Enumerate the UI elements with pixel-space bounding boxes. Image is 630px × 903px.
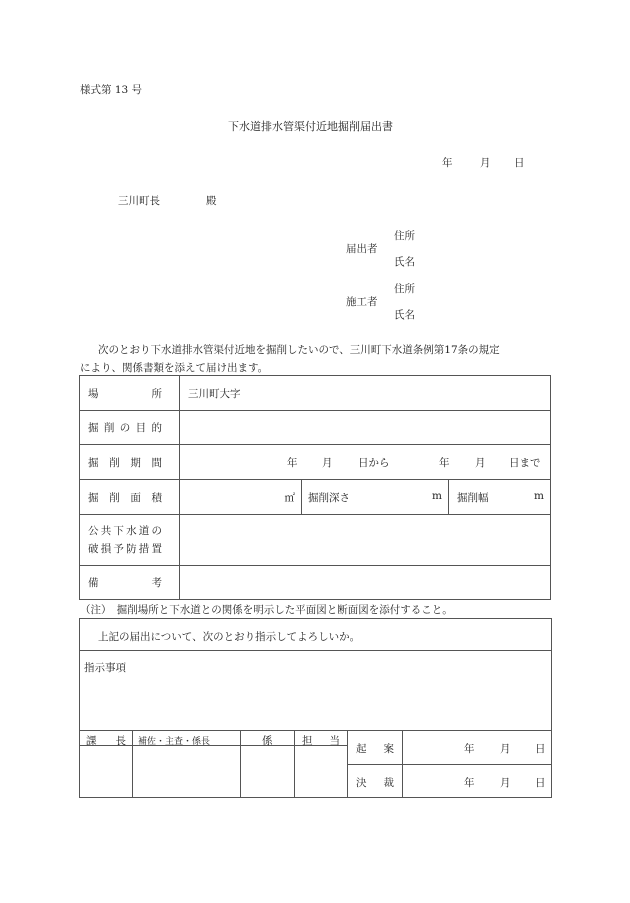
protection-value[interactable] — [180, 515, 551, 566]
kacho-stamp[interactable] — [80, 746, 132, 797]
approval-middle-line — [347, 764, 552, 765]
kakari-stamp[interactable] — [241, 746, 294, 797]
period-from-year: 年 — [287, 457, 298, 469]
hosa-label: 補佐・主査・係長 — [138, 737, 211, 747]
kian-month: 月 — [500, 743, 511, 755]
period-to-year: 年 — [439, 457, 450, 469]
instruction-items-area[interactable] — [80, 675, 550, 729]
period-from-day: 日から — [358, 457, 390, 469]
purpose-label: 掘削の目的 — [88, 422, 162, 434]
contractor-address-label: 住所 — [394, 283, 415, 295]
application-table — [79, 375, 551, 600]
period-from-month: 月 — [322, 457, 333, 469]
instruction-divider — [79, 650, 552, 651]
purpose-label-cell — [80, 411, 180, 445]
hosa-stamp[interactable] — [133, 746, 240, 797]
remarks-label-cell — [80, 566, 180, 600]
area-value[interactable] — [180, 480, 302, 515]
area-unit: ㎡ — [284, 491, 295, 504]
area-label-cell — [80, 480, 180, 515]
date-month: 月 — [480, 157, 491, 169]
kessai-day: 日 — [535, 777, 546, 789]
width-value[interactable] — [449, 480, 551, 515]
body-text-line-1: 次のとおり下水道排水管渠付近地を掘削したいので、三川町下水道条例第17条の規定 — [98, 344, 500, 356]
contractor-name-label: 氏名 — [394, 309, 415, 321]
kian-label: 起案 — [356, 743, 394, 755]
applicant-address-label: 住所 — [394, 230, 415, 242]
date-year: 年 — [442, 157, 453, 169]
form-number: 様式第 13 号 — [80, 84, 143, 96]
place-label: 場所 — [88, 387, 162, 400]
contractor-role: 施工者 — [346, 296, 378, 308]
protection-label-line-1: 公共下水道の — [88, 525, 162, 537]
addressee-honorific: 殿 — [206, 195, 217, 207]
protection-label-cell — [80, 515, 180, 566]
purpose-value[interactable] — [180, 411, 551, 445]
applicant-role: 届出者 — [346, 243, 378, 255]
protection-label-line-2: 破損予防措置 — [88, 543, 162, 555]
width-label: 掘削幅 — [457, 491, 489, 504]
body-text-line-2: により、関係書類を添えて届け出ます。 — [80, 362, 269, 374]
width-unit: m — [534, 489, 544, 502]
document-title: 下水道排水管渠付近地掘削届出書 — [228, 120, 393, 133]
period-to-month: 月 — [475, 457, 486, 469]
applicant-name-label: 氏名 — [394, 256, 415, 268]
period-value[interactable] — [180, 445, 551, 480]
depth-label: 掘削深さ — [308, 491, 350, 504]
period-label-cell — [80, 445, 180, 480]
depth-unit: m — [432, 489, 442, 502]
kian-day: 日 — [535, 743, 546, 755]
kessai-month: 月 — [500, 777, 511, 789]
place-label-cell — [80, 376, 180, 411]
tanto-label: 担当 — [302, 735, 340, 747]
kian-year: 年 — [464, 743, 475, 755]
addressee-name: 三川町長 — [118, 195, 160, 207]
kacho-label: 課長 — [86, 735, 126, 747]
date-day: 日 — [514, 157, 525, 169]
depth-value[interactable] — [302, 480, 449, 515]
area-label: 掘削面積 — [88, 491, 162, 504]
instruction-items-label: 指示事項 — [84, 662, 126, 674]
place-value[interactable]: 三川町大字 — [180, 376, 551, 411]
tanto-stamp[interactable] — [295, 746, 347, 797]
kessai-label: 決裁 — [356, 777, 394, 789]
period-label: 掘削期間 — [88, 456, 162, 469]
attachment-note: （注） 掘削場所と下水道との関係を明示した平面図と断面図を添付すること。 — [80, 604, 453, 616]
remarks-value[interactable] — [180, 566, 551, 600]
instruction-question: 上記の届出について、次のとおり指示してよろしいか。 — [98, 631, 361, 643]
period-to-day: 日まで — [509, 457, 541, 469]
remarks-label: 備考 — [88, 577, 162, 589]
kessai-year: 年 — [464, 777, 475, 789]
kakari-label: 係 — [262, 735, 273, 747]
